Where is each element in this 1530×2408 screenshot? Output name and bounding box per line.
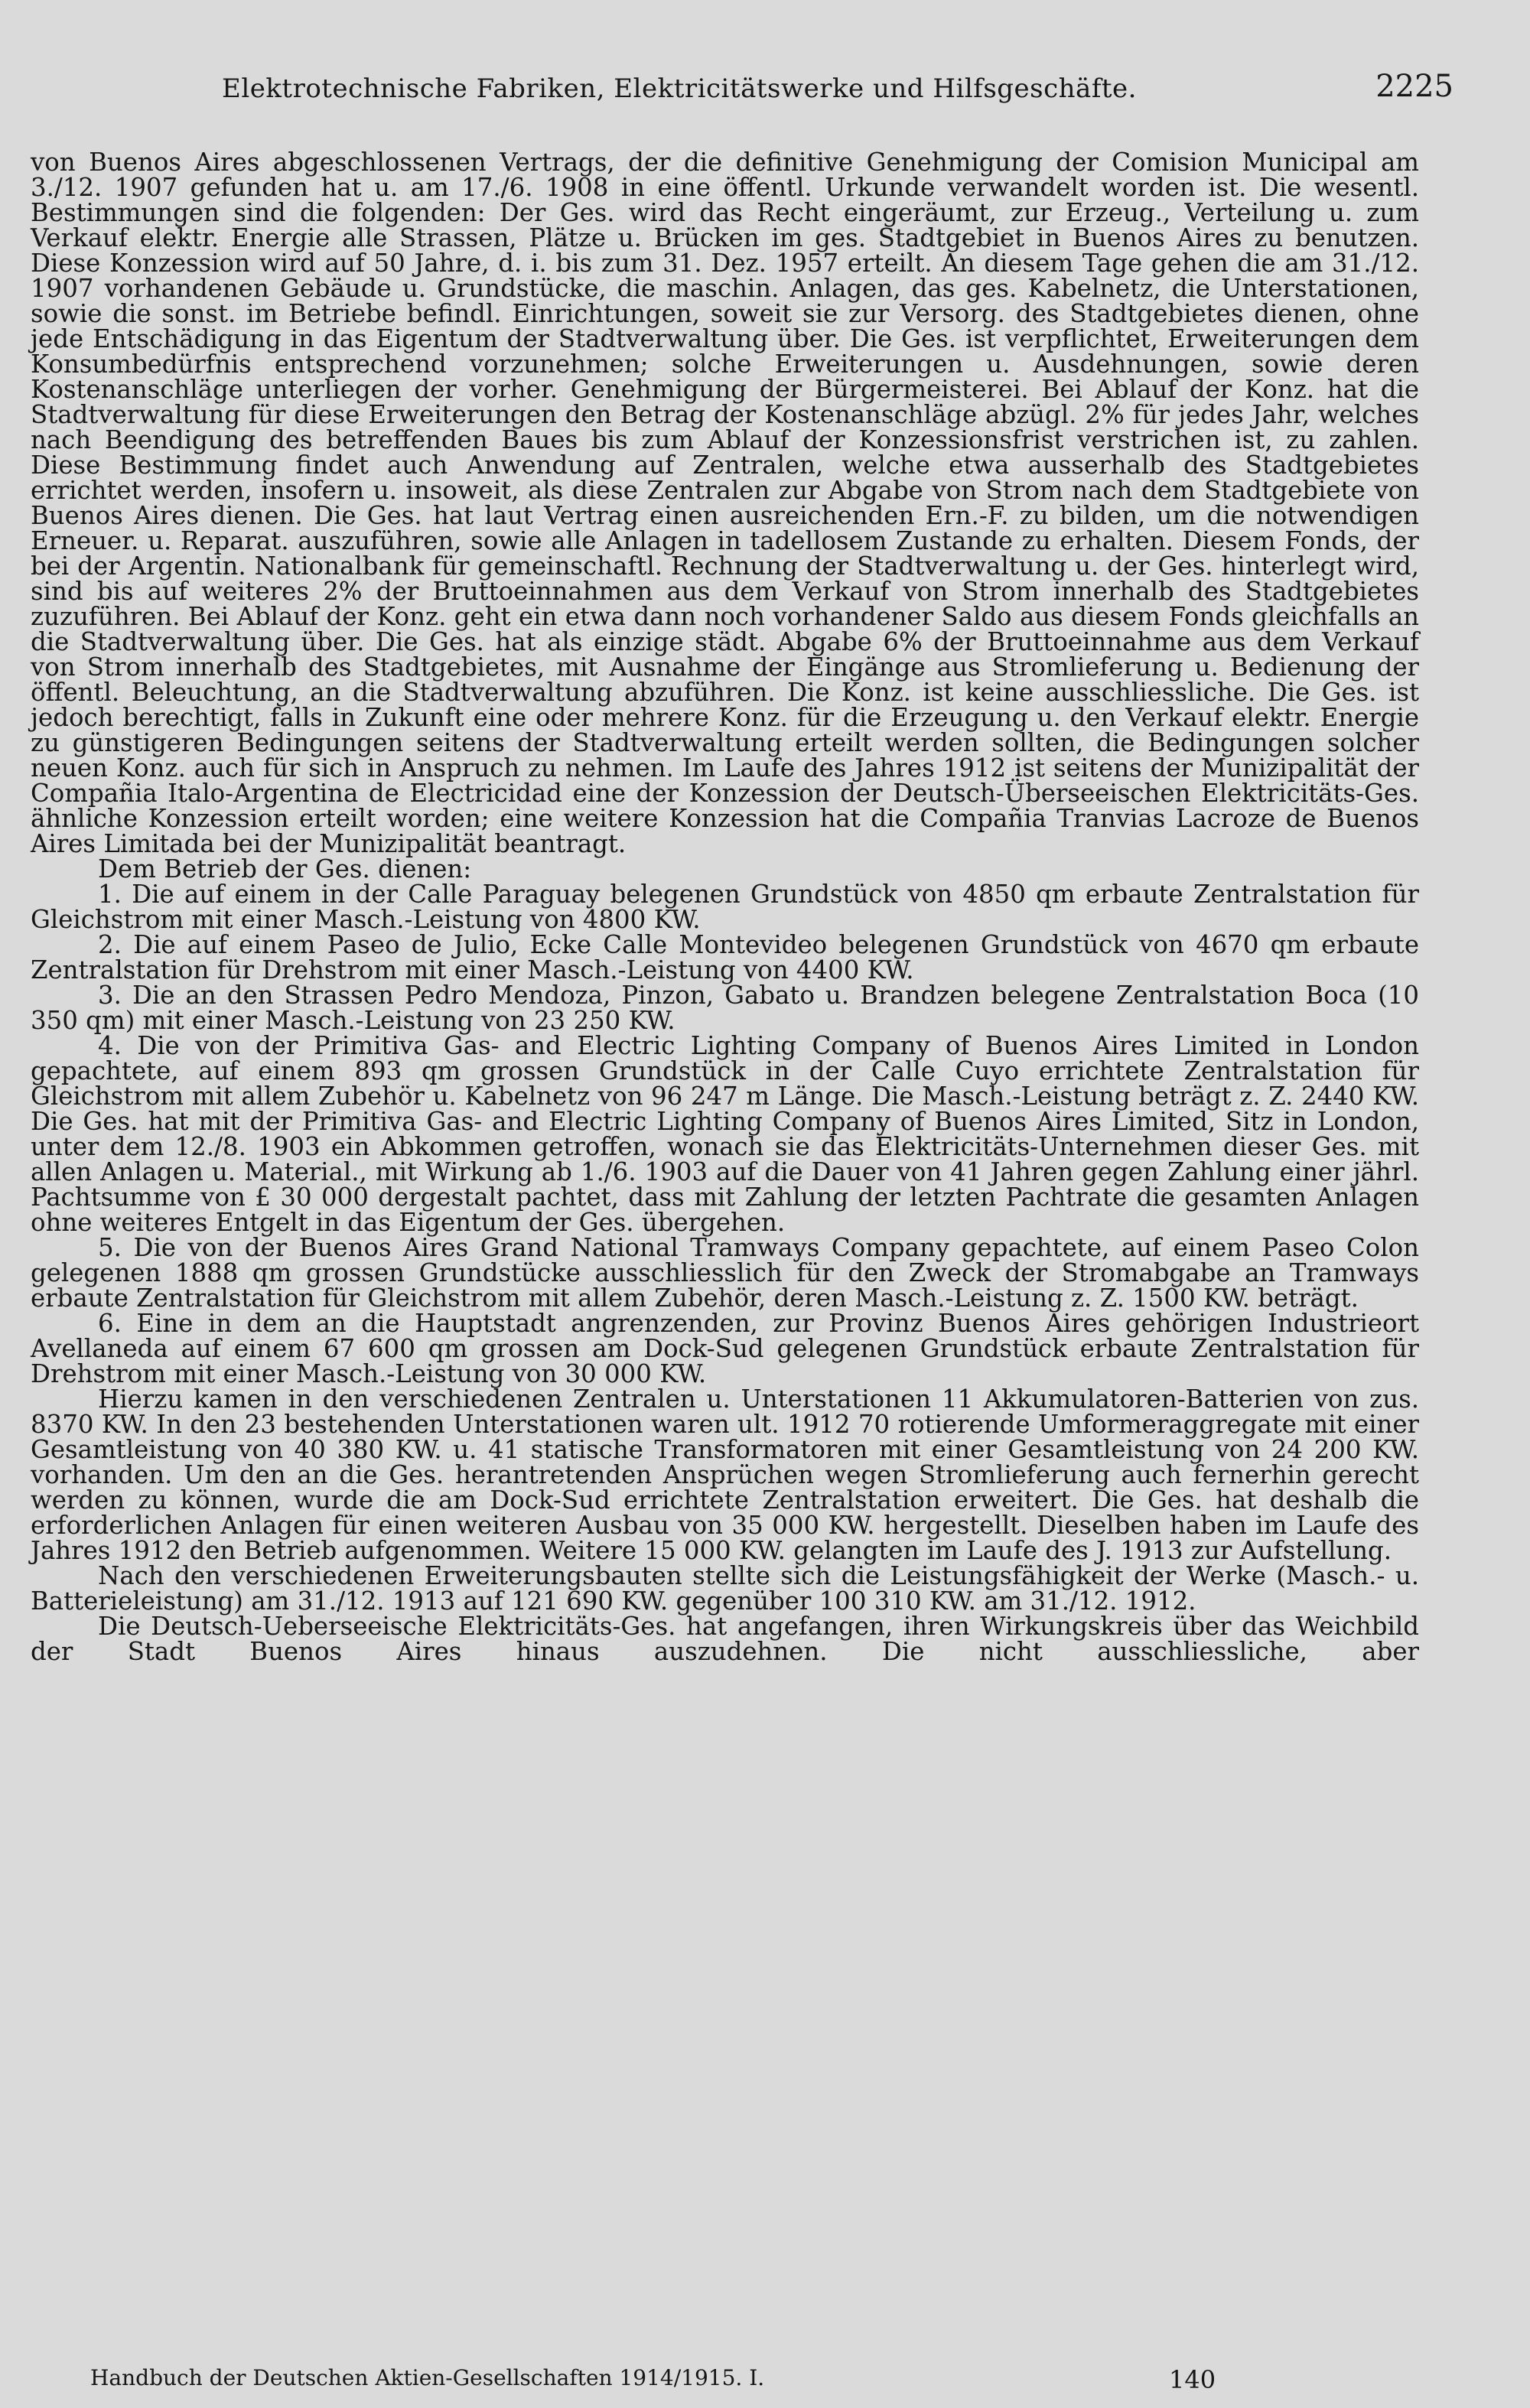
page-footer [90, 2365, 1238, 2396]
paragraph-intro-list: Dem Betrieb der Ges. dienen: [98, 854, 472, 883]
paragraph-concession: von Buenos Aires abgeschlossenen Vertrags, der die definitive Genehmigung der Comision Municipal am 3./12. 1907 gefunden hat u. am 17./6. 1908 in eine öffentl. Urkunde verwandelt worden ist. Die wesentl. Bestimmungen sind die folgenden: Der Ges. wird das Recht eingeräumt, zur Erzeug., Verteilung u. zum Verkauf elektr. Energie alle Strassen, Plätze u. Brücken im ges. Stadtgebiet in Buenos Aires zu benutzen. Diese Konzession wird auf 50 Jahre, d. i. bis zum 31. Dez. 1957 erteilt. An diesem Tage gehen die am 31./12. 1907 vorhandenen Gebäude u. Grundstücke, die maschin. Anlagen, das ges. Kabelnetz, die Unterstationen, sowie die sonst. im Betriebe befindl. Einrichtungen, soweit sie zur Versorg. des Stadtgebietes dienen, ohne jede Entschädigung in das Eigentum der Stadtverwaltung über. Die Ges. ist verpflichtet, Erweiterungen dem Konsumbedürfnis entsprechend vorzunehmen; solche Erweiterungen u. Ausdehnungen, sowie deren Kostenanschläge unterliegen der vorher. Genehmigung der Bürgermeisterei. Bei Ablauf der Konz. hat die Stadtverwaltung für diese Erweiterungen den Betrag der Kostenanschläge abzügl. 2% für jedes Jahr, welches nach Beendigung des betreffenden Baues bis zum Ablauf der Konzessionsfrist verstrichen ist, zu zahlen. Diese Bestimmung findet auch Anwendung auf Zentralen, welche etwa ausserhalb des Stadtgebietes errichtet werden, insofern u. insoweit, als diese Zentralen zur Abgabe von Strom nach dem Stadtgebiete von Buenos Aires dienen. Die Ges. hat laut Vertrag einen ausreichenden Ern.-F. zu bilden, um die notwendigen Erneuer. u. Reparat. auszuführen, sowie alle Anlagen in tadellosem Zustande zu erhalten. Diesem Fonds, der bei der Argentin. Nationalbank für gemeinschaftl. Rechnung der Stadtverwaltung u. der Ges. hinterlegt wird, sind bis auf weiteres 2% der Bruttoeinnahmen aus dem Verkauf von Strom innerhalb des Stadtgebietes zuzuführen. Bei Ablauf der Konz. geht ein etwa dann noch vorhandener Saldo aus diesem Fonds gleichfalls an die Stadtverwaltung über. Die Ges. hat als einzige städt. Abgabe 6% der Bruttoeinnahme aus dem Verkauf von Strom innerhalb des Stadtgebietes, mit Ausnahme der Eingänge aus Stromlieferung u. Bedienung der öffentl. Beleuchtung, an die Stadtverwaltung abzuführen. Die Konz. ist keine ausschliessliche. Die Ges. ist jedoch berechtigt, falls in Zukunft eine oder mehrere Konz. für die Erzeugung u. den Verkauf elektr. Energie zu günstigeren Bedingungen seitens der Stadtverwaltung erteilt werden sollten, die Bedingungen solcher neuen Konz. auch für sich in Anspruch zu nehmen. Im Laufe des Jahres 1912 ist seitens der Munizipalität der Compañia Italo-Argentina de Electricidad eine der Konzession der Deutsch-Überseeischen Elektricitäts-Ges. ähnliche Konzession erteilt worden; eine weitere Konzession hat die Compañia Tranvias Lacroze de Buenos Aires Limitada bei der Munizipalität beantragt. [31, 148, 1419, 858]
list-item-6: 6. Eine in dem an die Hauptstadt angrenzenden, zur Provinz Buenos Aires gehörigen Industrieort Avellaneda auf einem 67 600 qm grossen am Dock-Sud gelegenen Grundstück erbaute Zentralstation für Drehstrom mit einer Masch.-Leistung von 30 000 KW. [31, 1309, 1419, 1388]
page-header [92, 69, 1454, 112]
body-text [31, 150, 1419, 1664]
list-item-4: 4. Die von der Primitiva Gas- and Electric Lighting Company of Buenos Aires Limited in London gepachtete, auf einem 893 qm grossen Grundstück in der Calle Cuyo errichtete Zentralstation für Gleichstrom mit allem Zubehör u. Kabelnetz von 96 247 m Länge. Die Masch.-Leistung beträgt z. Z. 2440 KW. Die Ges. hat mit der Primitiva Gas- and Electric Lighting Company of Buenos Aires Limited, Sitz in London, unter dem 12./8. 1903 ein Abkommen getroffen, wonach sie das Elektricitäts-Unternehmen dieser Ges. mit allen Anlagen u. Material., mit Wirkung ab 1./6. 1903 auf die Dauer von 41 Jahren gegen Zahlung einer jährl. Pachtsumme von £ 30 000 dergestalt pachtet, dass mit Zahlung der letzten Pachtrate die gesamten Anlagen ohne weiteres Entgelt in das Eigentum der Ges. übergehen. [31, 1031, 1419, 1237]
list-item-2: 2. Die auf einem Paseo de Julio, Ecke Calle Montevideo belegenen Grundstück von 4670 qm erbaute Zentralstation für Drehstrom mit einer Masch.-Leistung von 4400 KW. [31, 930, 1419, 984]
footer-signature: 140 [1169, 2365, 1216, 2394]
list-item-3: 3. Die an den Strassen Pedro Mendoza, Pinzon, Gabato u. Brandzen belegene Zentralstation Boca (10 350 qm) mit einer Masch.-Leistung von 23 250 KW. [31, 981, 1419, 1035]
running-title: Elektrotechnische Fabriken, Elektricitätswerke und Hilfsgeschäfte. [222, 73, 1137, 104]
list-item-1: 1. Die auf einem in der Calle Paraguay belegenen Grundstück von 4850 qm erbaute Zentralstation für Gleichstrom mit einer Masch.-Leistung von 4800 KW. [31, 880, 1419, 934]
footer-source: Handbuch der Deutschen Aktien-Gesellschaften 1914/1915. I. [90, 2365, 765, 2390]
paragraph-expansion: Die Deutsch-Ueberseeische Elektricitäts-Ges. hat angefangen, ihren Wirkungskreis über das Weichbild der Stadt Buenos Aires hinaus auszudehnen. Die nicht ausschliessliche, aber [31, 1612, 1419, 1666]
list-item-5: 5. Die von der Buenos Aires Grand National Tramways Company gepachtete, auf einem Paseo Colon gelegenen 1888 qm grossen Grundstücke ausschliesslich für den Zweck der Stromabgabe an Tramways erbaute Zentralstation für Gleichstrom mit allem Zubehör, deren Masch.-Leistung z. Z. 1500 KW. beträgt. [31, 1233, 1419, 1313]
page-number: 2225 [1375, 69, 1454, 104]
paragraph-capacity: Nach den verschiedenen Erweiterungsbauten stellte sich die Leistungsfähigkeit der Werke (Masch.- u. Batterieleistung) am 31./12. 1913 auf 121 690 KW. gegenüber 100 310 KW. am 31./12. 1912. [31, 1561, 1419, 1616]
paragraph-batteries: Hierzu kamen in den verschiedenen Zentralen u. Unterstationen 11 Akkumulatoren-Batterien von zus. 8370 KW. In den 23 bestehenden Unterstationen waren ult. 1912 70 rotierende Umformeraggregate mit einer Gesamtleistung von 40 380 KW. u. 41 statische Transformatoren mit einer Gesamtleistung von 24 200 KW. vorhanden. Um den an die Ges. herantretenden Ansprüchen wegen Stromlieferung auch fernerhin gerecht werden zu können, wurde die am Dock-Sud errichtete Zentralstation erweitert. Die Ges. hat deshalb die erforderlichen Anlagen für einen weiteren Ausbau von 35 000 KW. hergestellt. Dieselben haben im Laufe des Jahres 1912 den Betrieb aufgenommen. Weitere 15 000 KW. gelangten im Laufe des J. 1913 zur Aufstellung. [31, 1385, 1419, 1565]
